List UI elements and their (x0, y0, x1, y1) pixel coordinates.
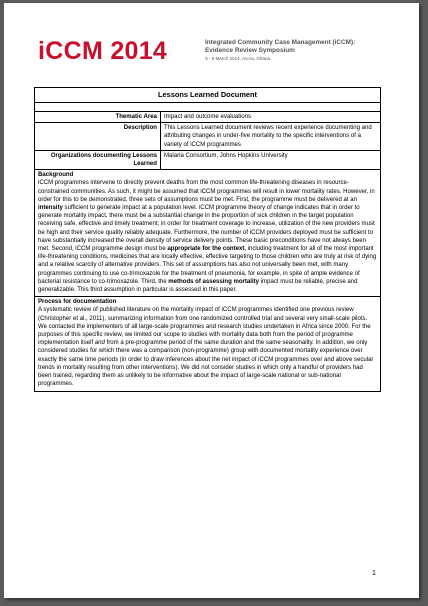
background-section (35, 170, 380, 297)
background-text-part: sufficient to generate impact at a population level. iCCM programme theory of change indicates that in order to generate mortality impact, there must be a substantial change in the proportion of sick children in the target population receiving safe, effective and timely treatment; in order for treatment coverage to increase, utilization of the new providers must be high and their service quality reliably adequate. Furthermore, the number of iCCM providers deployed must be sufficient to have substantially increased the overall density of service delivery points. These basic preconditions have not always been met. Second, iCCM programme design must be (38, 205, 375, 253)
emphasis-appropriate-context: appropriate for the context (167, 246, 245, 253)
process-text (38, 306, 377, 388)
row-label: Thematic Area (35, 112, 161, 122)
emphasis-intensity: intensity (38, 205, 63, 212)
background-text (38, 179, 377, 294)
process-heading: Process for documentation (38, 299, 117, 306)
background-text-part: iCCM programmes intervene to directly prevent deaths from the most common life-threatening diseases in resource-constrained communities. As such, it might be assumed that iCCM programmes will result in lower mortality rates. However, in order for this to be demonstrated, three sets of assumptions must be met. First, the programme must be delivered at an (38, 180, 375, 203)
background-text-part: impact must be reliable, precise and generalizable. This third assumption in particular is assessed in this paper. (38, 278, 358, 294)
emphasis-and: and (94, 340, 105, 347)
symposium-info (205, 39, 395, 63)
symposium-date-location: 3 - 5 March 2014, Accra, Ghana (205, 56, 271, 61)
table-row-thematic-area (35, 112, 380, 123)
row-value: Malaria Consortium, Johns Hopkins University (164, 152, 288, 159)
table-row-organizations (35, 151, 380, 170)
lessons-learned-table (34, 87, 381, 392)
document-page (4, 3, 419, 598)
process-text-part: A systematic review of published literature on the mortality impact of iCCM programmes identified one previous review (Christopher et al., 2011), summarizing information from one randomized controlled trial and several very small-scale pilots. We contacted the implementers of all large-scale programmes and research studies undertaken in Africa since 2000. For the purposes of this specific review, we limited our scope to studies with mortality data both from the period of programme implementation itself (38, 307, 371, 347)
symposium-title-line2: Evidence Review Symposium (205, 47, 295, 54)
title-spacer (35, 103, 380, 112)
page-header (38, 33, 398, 77)
background-heading: Background (38, 172, 74, 179)
row-label: Description (35, 123, 161, 150)
emphasis-methods-mortality: methods of assessing mortality (168, 278, 260, 285)
document-title: Lessons Learned Document (35, 88, 380, 103)
row-value: Impact and outcome evaluations (164, 114, 252, 120)
iccm-2014-logo: iCCM 2014 (38, 37, 168, 65)
symposium-title-line1: Integrated Community Case Management (iCCM): (205, 39, 356, 46)
row-value: This Lessons Learned document reviews recent experience documenting and attributing changes in under-five mortality to the specific interventions of a variety of iCCM programmes (164, 125, 372, 148)
table-row-description (35, 123, 380, 151)
row-label: Organizations documenting Lessons Learned (35, 151, 161, 169)
page-number: 1 (372, 570, 376, 577)
background-text-part: , including treatment for all of the most important life-threatening conditions, medicines that are locally effective, effective targeting to those children who are truly at risk of dying and a relative scarcity of alternative providers. This set of assumptions has also not universally been met, with many programmes continuing to use co-trimoxazole for the treatment of pneumonia, for example, in spite of ample evidence of bacterial resistance to co-trimoxazole. Third, the (38, 246, 377, 285)
process-text-part: from a pre-programme period of the same duration and the same seasonality. In addition, we only considered studies for which there was a comparison (non-programme) group with documented mortality experience over exactly the same time periods (in order to draw inferences about the net impact of iCCM programmes over and above secular trends in mortality resulting from other interventions). We did not consider studies in which only a handful of providers had been trained, regarding them as unlikely to be informative about the impact of large-scale national or sub-national programmes. (38, 340, 374, 388)
process-section (35, 297, 380, 390)
